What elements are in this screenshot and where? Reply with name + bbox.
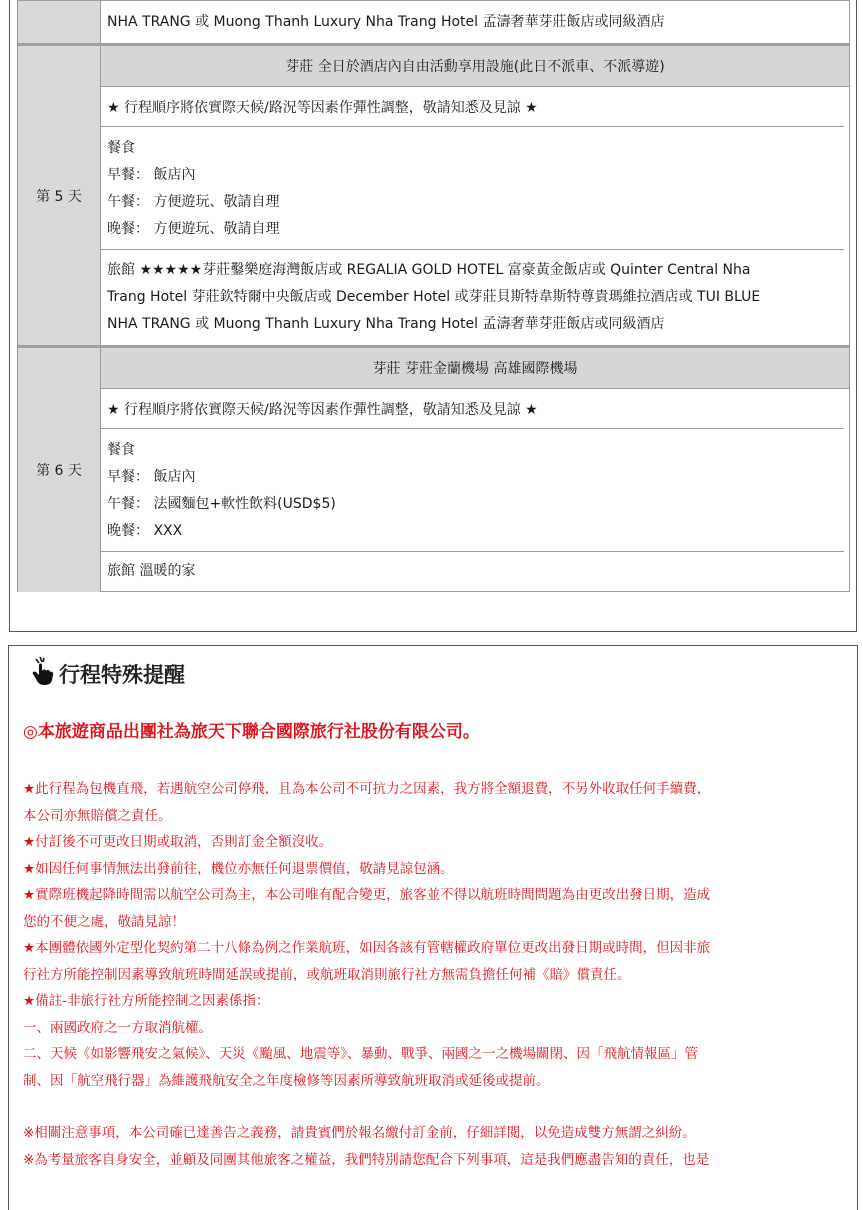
dinner: 晚餐： 方便遊玩、敬請自理: [107, 221, 280, 237]
meals-title: 餐食: [107, 140, 135, 156]
notice-line: ※為考量旅客自身安全，並顧及同團其他旅客之權益，我們特別請您配合下列事項，這是我們應盡告知的責任，也是: [23, 1151, 710, 1168]
lunch: 午餐： 方便遊玩、敬請自理: [107, 194, 280, 210]
reminder-line: ★此行程為包機直飛，若遇航空公司停飛，且為本公司不可抗力之因素，我方將全額退費，不另外收取任何手續費，: [23, 781, 711, 797]
reminder-line: 二、天候《如影響飛安之氣候》、天災《颱風、地震等》、暴動、戰爭、兩國之一之機場關閉、因「飛航情報區」管: [23, 1046, 698, 1062]
notice-line: ※相關注意事項，本公司確已達善告之義務，請貴賓們於報名繳付訂金前，仔細詳閱，以免造成雙方無謂之糾紛。: [23, 1125, 696, 1141]
day6-label: 第 6 天: [18, 348, 100, 592]
day5-route-header: 芽莊 全日於酒店內自由活動享用設施(此日不派車、不派導遊): [101, 46, 849, 87]
dinner: 晚餐： XXX: [107, 523, 183, 539]
day5-note: ★ 行程順序將依實際天候/路況等因素作彈性調整，敬請知悉及見諒 ★: [101, 87, 844, 127]
reminders-title: 行程特殊提醒: [59, 663, 185, 687]
itinerary-table: [17, 0, 850, 592]
day4-hotel-tail: [100, 1, 849, 43]
reminder-line: 您的不便之處，敬請見諒！: [23, 913, 185, 930]
reminder-line: 制、因「航空飛行器」為維護飛航安全之年度檢修等因素所導致航班取消或延後或提前。: [23, 1072, 550, 1089]
day6-meals: [101, 429, 844, 552]
reminder-line: ★備註-非旅行社方所能控制之因素係指：: [23, 993, 270, 1009]
special-reminders: [8, 645, 858, 1210]
day-cell-empty: [18, 1, 100, 43]
meals-title: 餐食: [107, 442, 135, 458]
hotel-line: 旅館 ★★★★★芽莊鑿樂庭海灣飯店或 REGALIA GOLD HOTEL 富豪黃金飯店或 Quinter Central Nha: [107, 262, 751, 278]
hotel-line: Trang Hotel 芽莊欽特爾中央飯店或 December Hotel 或芽莊貝斯特韋斯特尊貴瑪維拉酒店或 TUI BLUE: [107, 289, 761, 305]
breakfast: 早餐： 飯店內: [107, 167, 196, 183]
day5-meals: [101, 127, 844, 250]
reminders-body: [23, 776, 849, 1173]
reminder-line: ★付訂後不可更改日期或取消，否則訂金全額沒收。: [23, 834, 333, 850]
day6-hotel: 旅館 溫暖的家: [107, 563, 196, 579]
day6-note: ★ 行程順序將依實際天候/路況等因素作彈性調整，敬請知悉及見諒 ★: [101, 389, 844, 429]
day5-content: [100, 46, 849, 345]
hand-pointer-icon: [31, 656, 55, 690]
hotel-line: NHA TRANG 或 Muong Thanh Luxury Nha Trang Hotel 孟濤奢華芽莊飯店或同級酒店: [107, 14, 665, 30]
reminder-line: ★本團體依國外定型化契約第二十八條為例之作業航班，如因各該有管轄權政府單位更改出發日期或時間，但因非旅: [23, 940, 711, 956]
day5-hotel: [101, 250, 844, 338]
tour-operator-statement: ◎本旅遊商品出團社為旅天下聯合國際旅行社股份有限公司。: [23, 722, 480, 742]
lunch: 午餐： 法國麵包+軟性飲料(USD$5): [107, 496, 336, 512]
reminder-line: 一、兩國政府之一方取消航權。: [23, 1019, 212, 1036]
reminder-line: ★實際班機起降時間需以航空公司為主，本公司唯有配合變更，旅客並不得以航班時間問題為由更改出發日期，造成: [23, 887, 711, 903]
day6-content: [100, 348, 849, 592]
day5-label: 第 5 天: [18, 46, 100, 345]
reminder-line: 本公司亦無賠償之責任。: [23, 807, 172, 824]
day6-route-header: 芽莊 芽莊金蘭機場 高雄國際機場: [101, 348, 849, 389]
reminder-line: 行社方所能控制因素導致航班時間延誤或提前，或航班取消則旅行社方無需負擔任何補《賠》償責任。: [23, 966, 631, 983]
breakfast: 早餐： 飯店內: [107, 469, 196, 485]
reminders-header: [31, 656, 185, 690]
hotel-line: NHA TRANG 或 Muong Thanh Luxury Nha Trang Hotel 孟濤奢華芽莊飯店或同級酒店: [107, 316, 665, 332]
reminder-line: ★如因任何事情無法出發前往，機位亦無任何退票價值，敬請見諒包涵。: [23, 860, 454, 877]
